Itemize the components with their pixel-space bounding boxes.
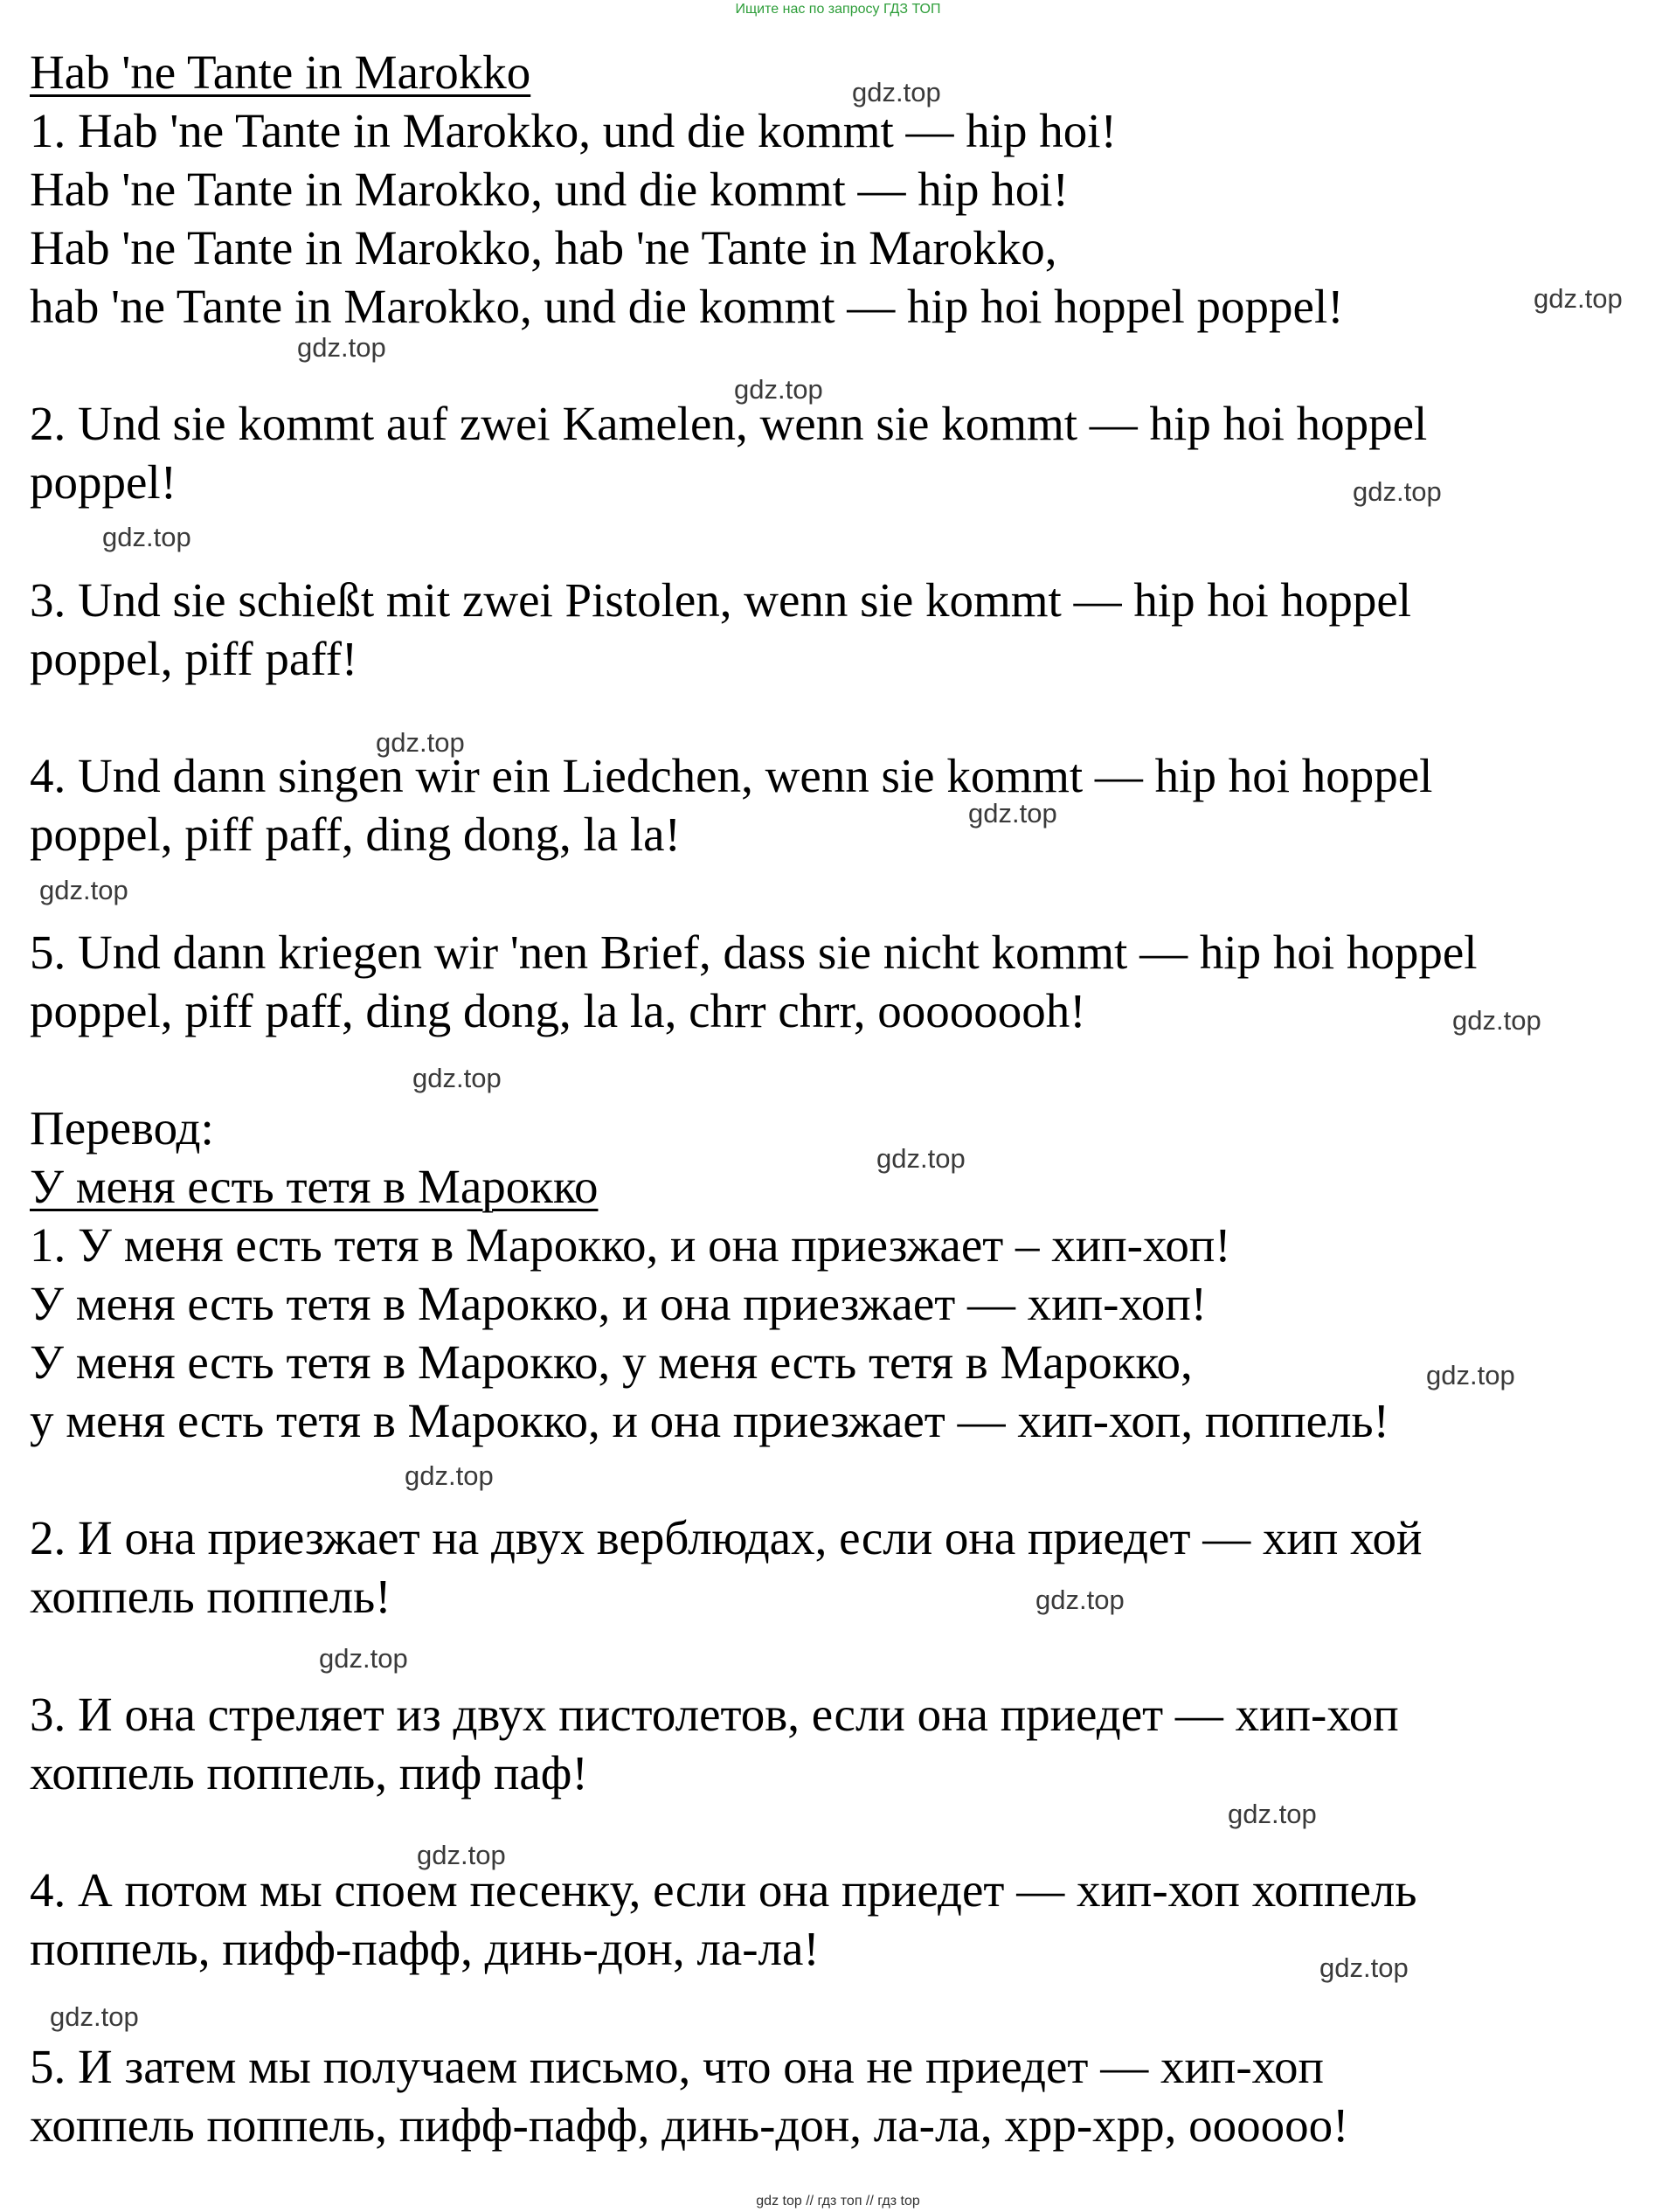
russian-line-9: 4. А потом мы споем песенку, если она приедет — хип-хоп хоппель — [30, 1863, 1417, 1917]
russian-line-11: 5. И затем мы получаем письмо, что она не приедет — хип-хоп — [30, 2040, 1324, 2093]
watermark: gdz.top — [376, 727, 465, 758]
watermark: gdz.top — [417, 1840, 506, 1870]
german-line-3: Hab 'ne Tante in Marokko, hab 'ne Tante in Marokko, — [30, 221, 1057, 274]
german-line-1: 1. Hab 'ne Tante in Marokko, und die kommt — hip hoi! — [30, 104, 1117, 157]
footer-links[interactable]: gdz top // гдз топ // гдз top — [756, 2194, 920, 2209]
russian-line-3: У меня есть тетя в Марокко, у меня есть тетя в Марокко, — [30, 1335, 1193, 1389]
watermark: gdz.top — [1228, 1799, 1317, 1829]
watermark: gdz.top — [1452, 1005, 1541, 1036]
german-line-10: poppel, piff paff, ding dong, la la! — [30, 808, 681, 861]
watermark: gdz.top — [50, 2001, 139, 2032]
watermark: gdz.top — [297, 332, 386, 363]
russian-line-10: поппель, пифф-пафф, динь-дон, ла-ла! — [30, 1922, 820, 1975]
song-title-german: Hab 'ne Tante in Marokko — [30, 45, 531, 99]
watermark: gdz.top — [405, 1460, 494, 1491]
watermark: gdz.top — [1035, 1584, 1125, 1615]
watermark: gdz.top — [39, 875, 128, 905]
watermark: gdz.top — [1353, 476, 1442, 507]
watermark: gdz.top — [734, 374, 823, 405]
german-line-2: Hab 'ne Tante in Marokko, und die kommt — hip hoi! — [30, 163, 1069, 216]
watermark: gdz.top — [968, 798, 1057, 829]
russian-line-6: хоппель поппель! — [30, 1570, 391, 1623]
russian-line-7: 3. И она стреляет из двух пистолетов, если она приедет — хип-хоп — [30, 1688, 1399, 1741]
german-line-12: poppel, piff paff, ding dong, la la, chrr chrr, oooooooh! — [30, 984, 1086, 1037]
watermark: gdz.top — [102, 522, 191, 552]
watermark: gdz.top — [1534, 283, 1623, 314]
watermark: gdz.top — [319, 1643, 408, 1674]
german-line-8: poppel, piff paff! — [30, 632, 358, 685]
russian-line-8: хоппель поппель, пиф паф! — [30, 1746, 588, 1799]
song-title-russian: У меня есть тетя в Марокко — [30, 1160, 599, 1213]
german-line-7: 3. Und sie schießt mit zwei Pistolen, wenn sie kommt — hip hoi hoppel — [30, 573, 1412, 627]
russian-line-2: У меня есть тетя в Марокко, и она приезжает — хип-хоп! — [30, 1277, 1208, 1330]
watermark: gdz.top — [876, 1143, 966, 1174]
watermark: gdz.top — [852, 77, 941, 107]
russian-line-4: у меня есть тетя в Марокко, и она приезжает — хип-хоп, поппель! — [30, 1394, 1389, 1447]
german-line-5: 2. Und sie kommt auf zwei Kamelen, wenn sie kommt — hip hoi hoppel — [30, 397, 1428, 450]
translation-label: Перевод: — [30, 1101, 214, 1155]
watermark: gdz.top — [1426, 1360, 1515, 1390]
top-banner[interactable]: Ищите нас по запросу ГДЗ ТОП — [735, 2, 941, 17]
german-line-11: 5. Und dann kriegen wir 'nen Brief, dass sie nicht kommt — hip hoi hoppel — [30, 926, 1478, 979]
russian-line-1: 1. У меня есть тетя в Марокко, и она приезжает – хип-хоп! — [30, 1218, 1231, 1272]
russian-line-5: 2. И она приезжает на двух верблюдах, если она приедет — хип хой — [30, 1511, 1423, 1564]
german-line-4: hab 'ne Tante in Marokko, und die kommt — hip hoi hoppel poppel! — [30, 280, 1344, 333]
watermark: gdz.top — [412, 1063, 502, 1093]
german-line-6: poppel! — [30, 455, 177, 509]
watermark: gdz.top — [1319, 1952, 1409, 1983]
german-line-9: 4. Und dann singen wir ein Liedchen, wenn sie kommt — hip hoi hoppel — [30, 749, 1433, 802]
russian-line-12: хоппель поппель, пифф-пафф, динь-дон, ла-ла, хрр-хрр, оооооо! — [30, 2098, 1349, 2152]
